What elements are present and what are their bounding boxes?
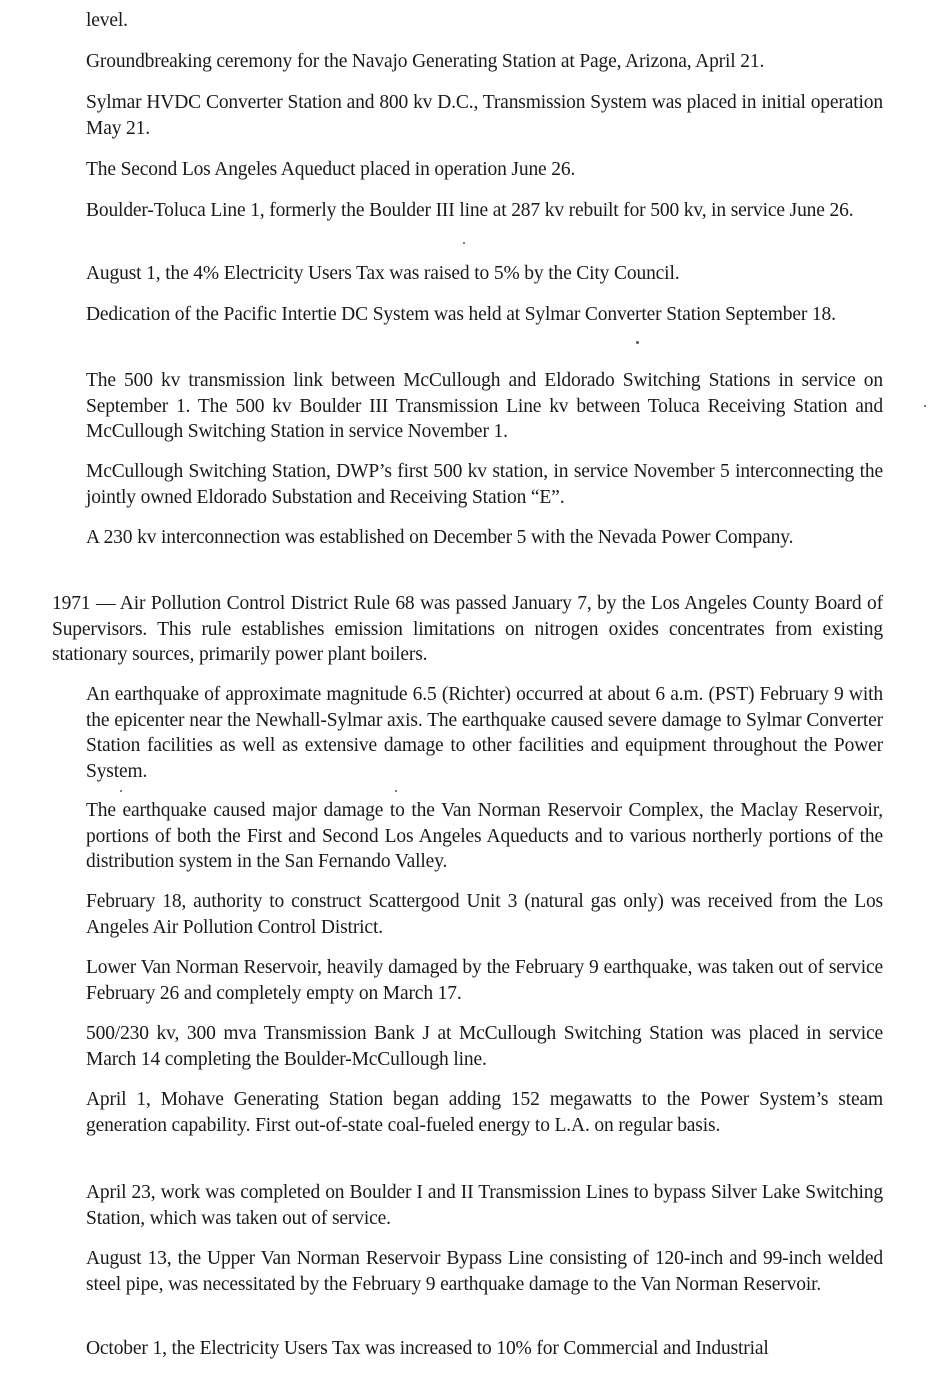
paragraph-transmission-bank-j: 500/230 kv, 300 mva Transmission Bank J at McCullough Switching Station was placed in service March 14 completing the Boulder-McCullough line.: [86, 1023, 883, 1070]
paragraph-1971-rule-68: [52, 591, 883, 668]
paragraph-intertie-dedication: Dedication of the Pacific Intertie DC System was held at Sylmar Converter Station September 18.: [86, 304, 836, 325]
scan-speck: [395, 790, 397, 792]
paragraph-boulder-toluca: Boulder-Toluca Line 1, formerly the Boulder III line at 287 kv rebuilt for 500 kv, in service June 26.: [86, 200, 854, 221]
paragraph-earthquake: An earthquake of approximate magnitude 6.5 (Richter) occurred at about 6 a.m. (PST) February 9 with the epicenter near the Newhall-Sylmar axis. The earthquake caused severe damage to Sylmar Converter Station facilities as well as extensive damage to other facilities and equipment throughout the Power System.: [86, 684, 883, 782]
paragraph-lower-van-norman: Lower Van Norman Reservoir, heavily damaged by the February 9 earthquake, was taken out of service February 26 and completely empty on March 17.: [86, 957, 883, 1004]
paragraph-continuation: level.: [86, 10, 128, 31]
paragraph-mohave-station: April 1, Mohave Generating Station began adding 152 megawatts to the Power System’s steam generation capability. First out-of-state coal-fueled energy to L.A. on regular basis.: [86, 1089, 883, 1136]
paragraph-500kv-link: The 500 kv transmission link between McCullough and Eldorado Switching Stations in service on September 1. The 500 kv Boulder III Transmission Line kv between Toluca Receiving Station and McCullough Switching Station in service November 1.: [86, 370, 883, 442]
paragraph-bypass-line: August 13, the Upper Van Norman Reservoir Bypass Line consisting of 120-inch and 99-inch welded steel pipe, was necessitated by the February 9 earthquake damage to the Van Norman Reservoir.: [86, 1248, 883, 1295]
paragraph-sylmar-hvdc: Sylmar HVDC Converter Station and 800 kv D.C., Transmission System was placed in initial operation May 21.: [86, 92, 883, 139]
paragraph-second-aqueduct: The Second Los Angeles Aqueduct placed in operation June 26.: [86, 159, 576, 180]
paragraph-scattergood-unit3: February 18, authority to construct Scattergood Unit 3 (natural gas only) was received from the Los Angeles Air Pollution Control District.: [86, 891, 883, 938]
paragraph-boulder-bypass: April 23, work was completed on Boulder I and II Transmission Lines to bypass Silver Lake Switching Station, which was taken out of service.: [86, 1182, 883, 1229]
scan-speck: [120, 790, 122, 792]
scan-speck: [636, 341, 639, 344]
scan-speck: [463, 242, 465, 244]
year-label-1971: 1971 —: [52, 593, 116, 614]
paragraph-users-tax-raise: August 1, the 4% Electricity Users Tax was raised to 5% by the City Council.: [86, 263, 680, 284]
scan-speck: [924, 405, 926, 407]
paragraph-van-norman-damage: The earthquake caused major damage to the Van Norman Reservoir Complex, the Maclay Reservoir, portions of both the First and Second Los Angeles Aqueducts and to various northerly portions of the distribution system in the San Fernando Valley.: [86, 800, 883, 872]
paragraph-navajo-groundbreaking: Groundbreaking ceremony for the Navajo Generating Station at Page, Arizona, April 21.: [86, 51, 765, 72]
paragraph-1971-text: Air Pollution Control District Rule 68 was passed January 7, by the Los Angeles County Board of Supervisors. This rule establishes emission limitations on nitrogen oxides concentrates from existing stationary sources, primarily power plant boilers.: [52, 593, 883, 665]
paragraph-nevada-interconnection: A 230 kv interconnection was established on December 5 with the Nevada Power Company.: [86, 527, 794, 548]
paragraph-tax-increase: October 1, the Electricity Users Tax was increased to 10% for Commercial and Industrial: [86, 1338, 769, 1359]
paragraph-mccullough-station: McCullough Switching Station, DWP’s first 500 kv station, in service November 5 interconnecting the jointly owned Eldorado Substation and Receiving Station “E”.: [86, 461, 883, 508]
